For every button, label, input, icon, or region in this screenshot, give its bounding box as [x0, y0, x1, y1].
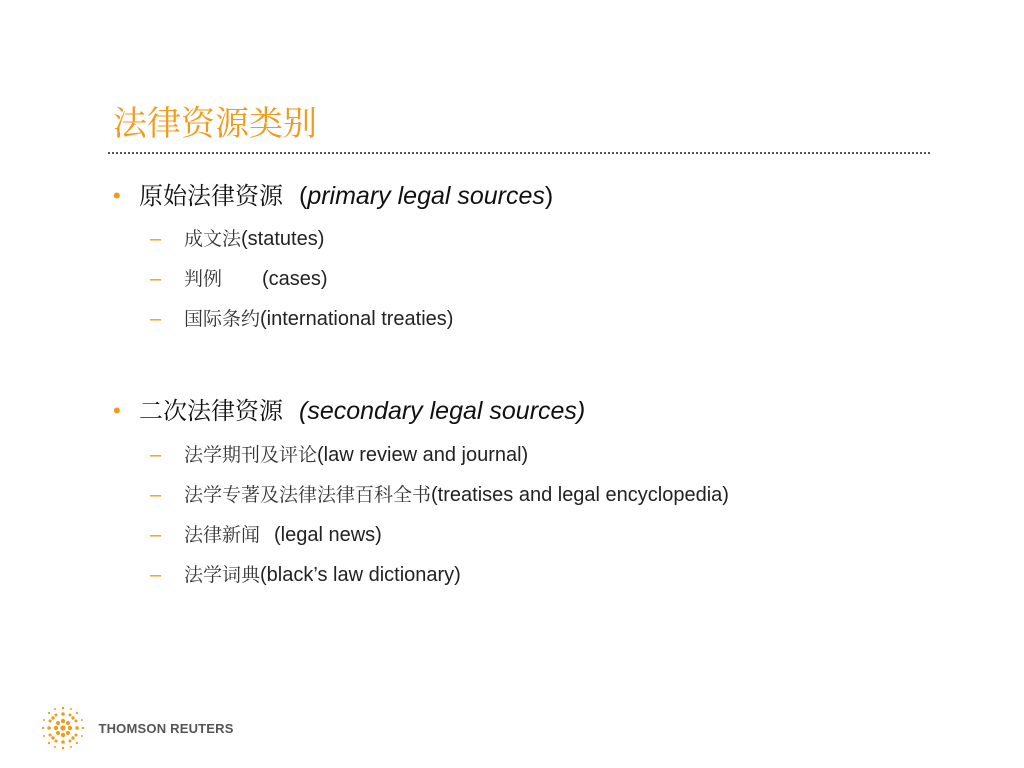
sub-item-zh: 国际条约	[184, 308, 261, 330]
bullet-dot: •	[113, 183, 121, 208]
primary-heading-en: primary legal sources	[307, 182, 545, 210]
brand-name: THOMSON REUTERS	[98, 720, 234, 736]
bullet-primary-sources	[113, 176, 553, 216]
primary-paren-close: )	[544, 182, 554, 210]
bullet-dot: •	[113, 398, 121, 423]
sub-bullet-dash: –	[150, 524, 162, 546]
sub-item-en: (legal news)	[274, 524, 382, 546]
sub-bullet-dash: –	[150, 268, 162, 290]
secondary-heading-zh: 二次法律资源	[139, 397, 283, 425]
secondary-heading-en: (secondary legal sources)	[299, 397, 586, 425]
primary-paren-open: (	[299, 182, 308, 210]
sub-item-zh: 法学词典	[184, 564, 261, 586]
sub-bullet-dash: –	[150, 444, 162, 466]
sub-item-zh: 判例	[184, 268, 223, 290]
sub-item-cases	[150, 263, 328, 295]
sub-bullet-dash: –	[150, 228, 162, 250]
sub-item-zh: 法学期刊及评论	[184, 444, 318, 466]
sub-item-en: (treatises and legal encyclopedia)	[431, 484, 729, 506]
sub-item-treatises	[150, 479, 729, 511]
sub-item-en: (cases)	[262, 268, 328, 290]
sub-item-en: (black’s law dictionary)	[260, 564, 461, 586]
sub-item-zh: 法律新闻	[184, 524, 261, 546]
sub-item-law-dictionary	[150, 559, 461, 591]
sub-bullet-dash: –	[150, 564, 162, 586]
sub-item-en: (law review and journal)	[317, 444, 529, 466]
sub-bullet-dash: –	[150, 484, 162, 506]
thomson-reuters-dot-sphere-logo-icon	[40, 705, 86, 751]
sub-item-international-treaties	[150, 303, 453, 335]
sub-item-en: (statutes)	[241, 228, 325, 250]
sub-item-zh: 法学专著及法律法律百科全书	[184, 484, 432, 506]
sub-item-zh: 成文法	[184, 228, 242, 250]
primary-heading-zh: 原始法律资源	[139, 182, 283, 210]
sub-item-legal-news	[150, 519, 382, 551]
thomson-reuters-logo	[40, 705, 234, 753]
bullet-secondary-sources	[113, 391, 585, 431]
sub-bullet-dash: –	[150, 308, 162, 330]
sub-item-statutes	[150, 223, 324, 255]
slide-title: 法律资源类别	[113, 104, 317, 144]
title-divider	[108, 152, 930, 154]
sub-item-en: (international treaties)	[260, 308, 454, 330]
sub-item-law-review	[150, 439, 528, 471]
